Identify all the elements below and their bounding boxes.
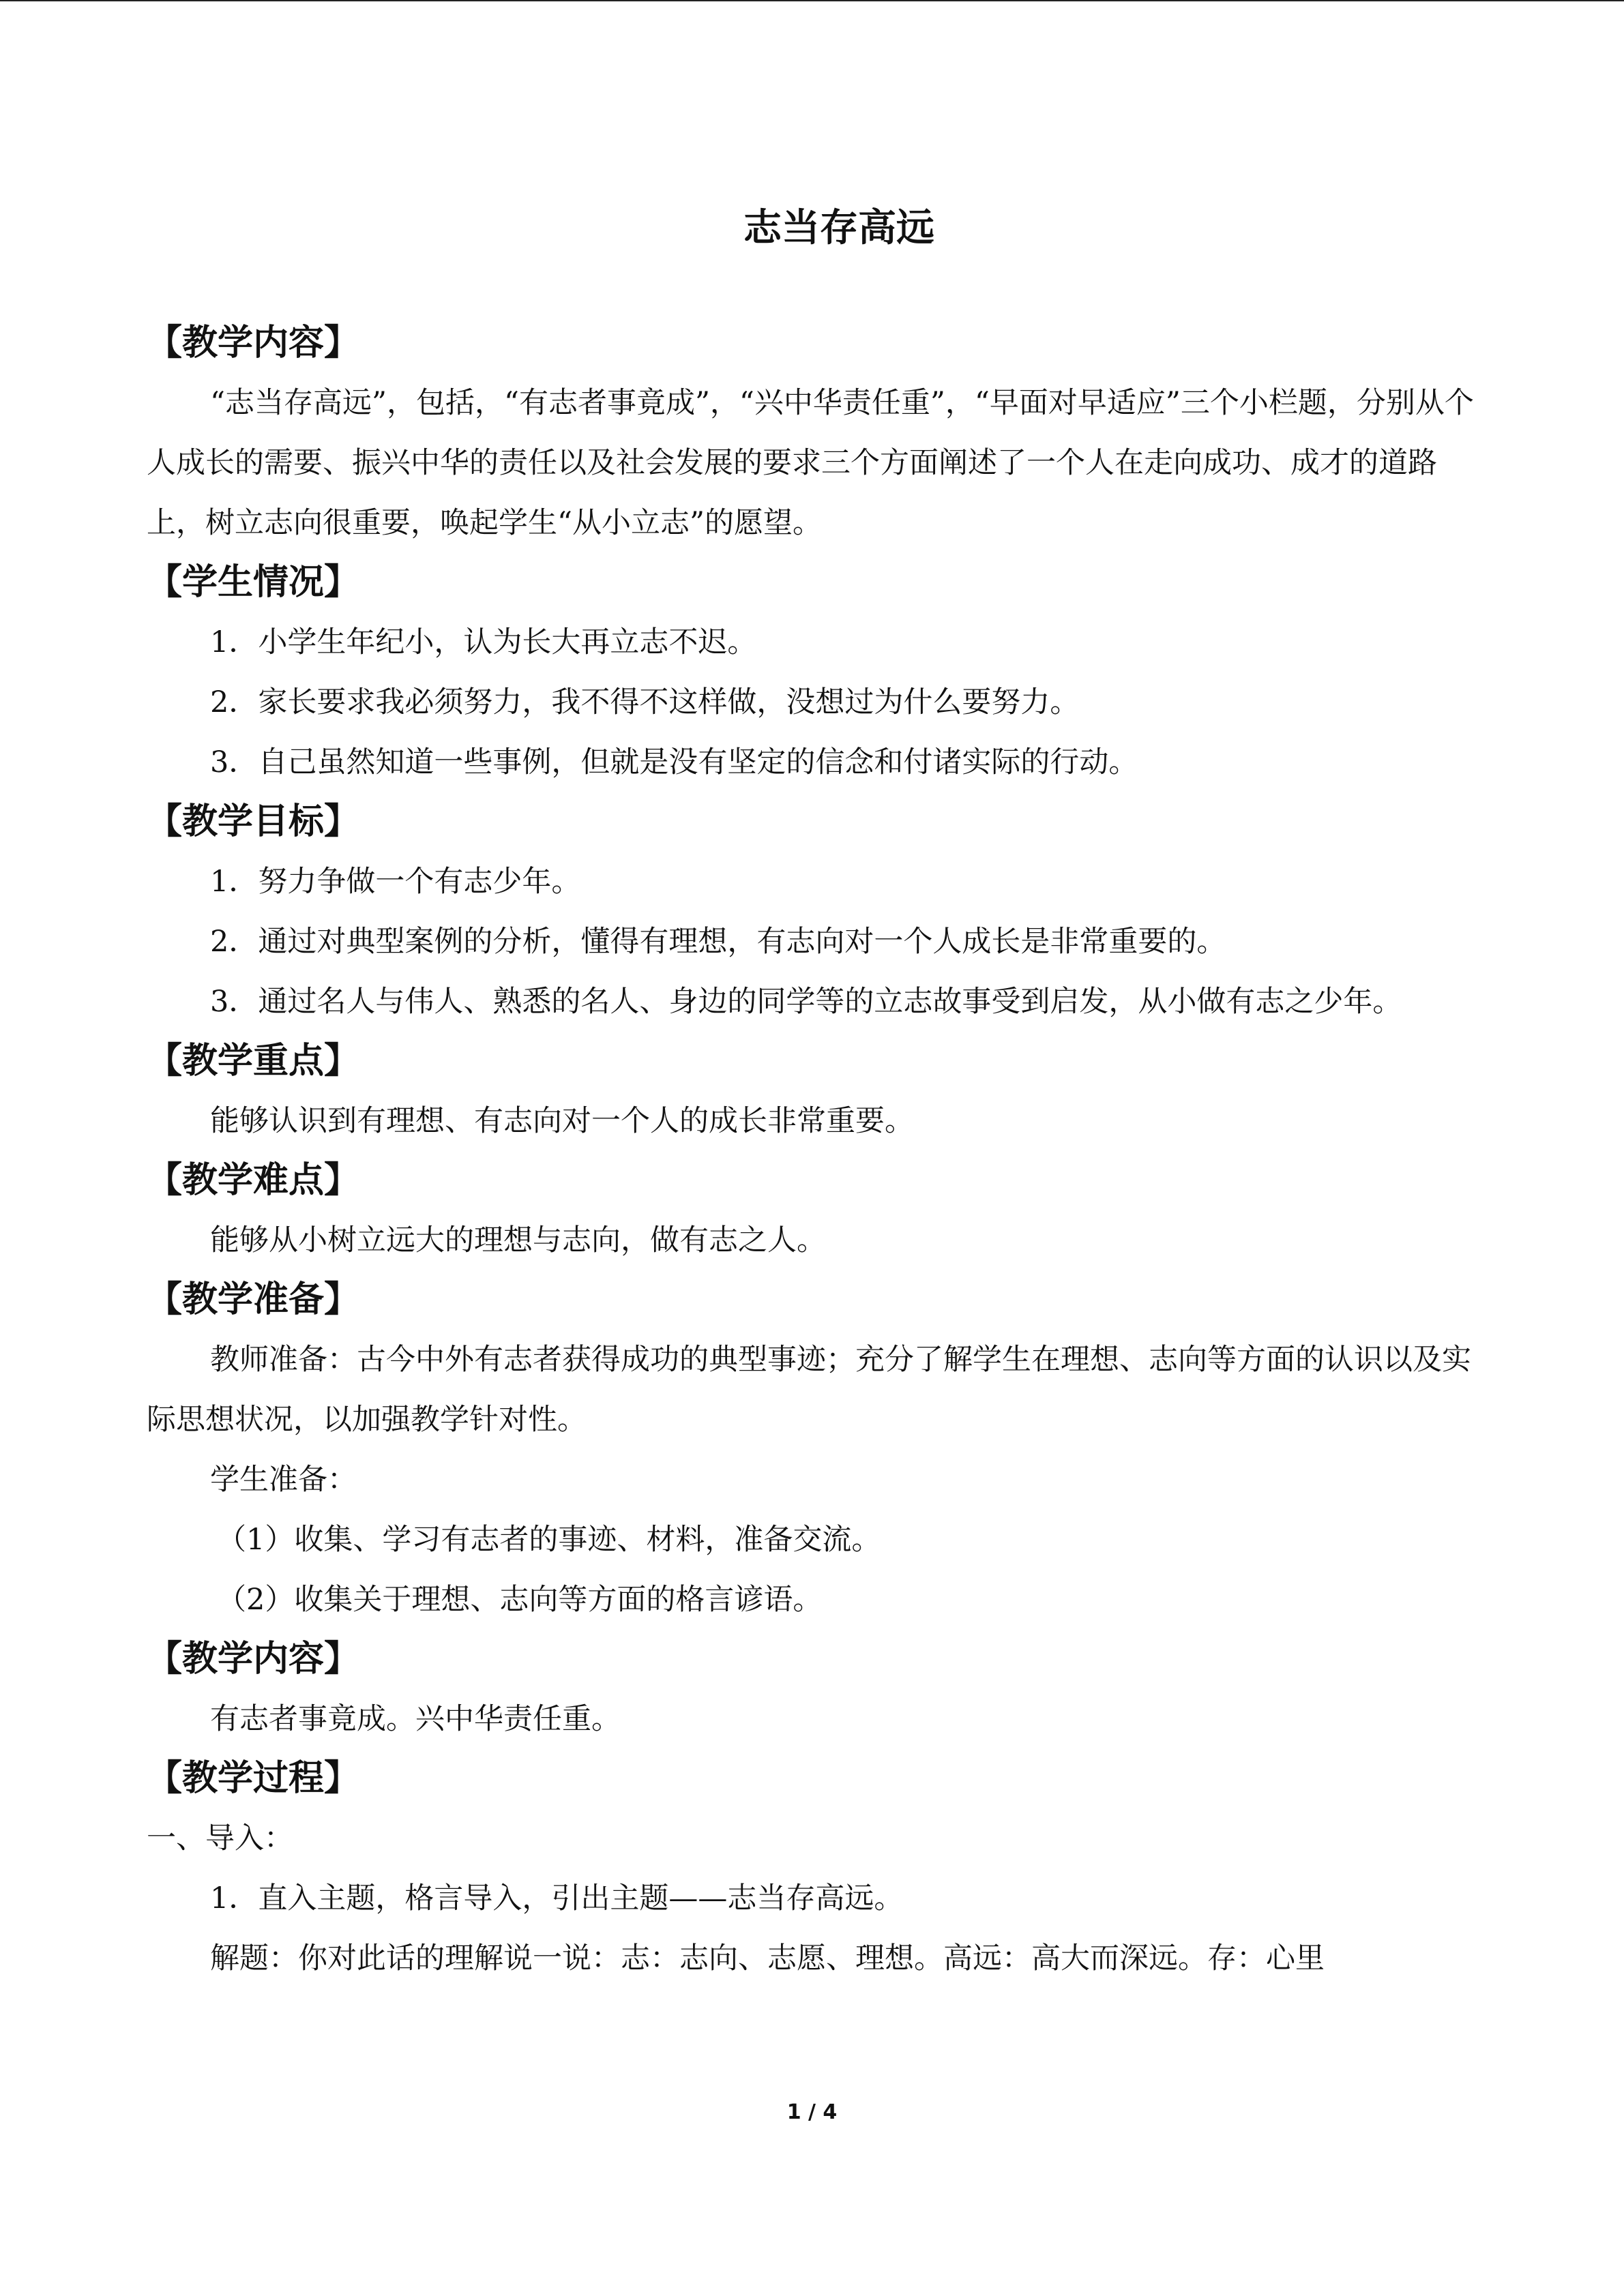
list-item: 1．小学生年纪小，认为长大再立志不迟。 bbox=[210, 625, 757, 659]
section-heading: 【教学内容】 bbox=[147, 1639, 360, 1680]
list-item: （2）收集关于理想、志向等方面的格言谚语。 bbox=[217, 1583, 823, 1617]
top-border-line bbox=[0, 0, 1624, 1]
list-item: 2．通过对典型案例的分析，懂得有理想，有志向对一个人成长是非常重要的。 bbox=[210, 925, 1226, 959]
paragraph: 能够认识到有理想、有志向对一个人的成长非常重要。 bbox=[210, 1104, 914, 1138]
section-difficulties bbox=[147, 1151, 1477, 1270]
section-teaching-content-2 bbox=[147, 1630, 1477, 1749]
section-heading: 【教学难点】 bbox=[147, 1160, 360, 1201]
paragraph: 学生准备： bbox=[210, 1463, 357, 1497]
document-title: 志当存高远 bbox=[743, 206, 934, 250]
section-heading: 【教学内容】 bbox=[147, 323, 360, 363]
document-body bbox=[147, 198, 1477, 1988]
section-heading: 【学生情况】 bbox=[147, 562, 360, 603]
paragraph: 一、导入： bbox=[147, 1821, 293, 1855]
list-item: 2．家长要求我必须努力，我不得不这样做，没想过为什么要努力。 bbox=[210, 685, 1080, 719]
section-heading: 【教学过程】 bbox=[147, 1758, 360, 1799]
list-item: （1）收集、学习有志者的事迹、材料，准备交流。 bbox=[217, 1523, 881, 1557]
section-teaching-goals bbox=[147, 792, 1477, 1032]
list-item: 3．自己虽然知道一些事例，但就是没有坚定的信念和付诸实际的行动。 bbox=[210, 745, 1138, 779]
section-heading: 【教学重点】 bbox=[147, 1041, 360, 1082]
paragraph: 能够从小树立远大的理想与志向，做有志之人。 bbox=[210, 1223, 826, 1257]
section-heading: 【教学目标】 bbox=[147, 801, 360, 842]
paragraph: 解题：你对此话的理解说一说：志：志向、志愿、理想。高远：高大而深远。存：心里 bbox=[210, 1941, 1325, 1976]
page-number: 1 / 4 bbox=[786, 2100, 838, 2124]
section-student-situation bbox=[147, 553, 1477, 792]
list-item: 1．直入主题，格言导入，引出主题——志当存高远。 bbox=[210, 1881, 904, 1915]
paragraph: 教师准备：古今中外有志者获得成功的典型事迹；充分了解学生在理想、志向等方面的认识以及实际思想状况，以加强教学针对性。 bbox=[147, 1343, 1471, 1437]
section-preparation bbox=[147, 1270, 1477, 1630]
section-heading: 【教学准备】 bbox=[147, 1279, 360, 1320]
paragraph: “志当存高远”，包括，“有志者事竟成”，“兴中华责任重”，“早面对早适应”三个小栏题，分别从个人成长的需要、振兴中华的责任以及社会发展的要求三个方面阐述了一个人在走向成功、成才的道路上，树立志向很重要，唤起学生“从小立志”的愿望。 bbox=[147, 386, 1474, 540]
list-item: 1．努力争做一个有志少年。 bbox=[210, 865, 581, 899]
list-item: 3．通过名人与伟人、熟悉的名人、身边的同学等的立志故事受到启发，从小做有志之少年。 bbox=[210, 985, 1402, 1019]
section-teaching-process bbox=[147, 1749, 1477, 1988]
section-teaching-content bbox=[147, 314, 1477, 553]
paragraph: 有志者事竟成。兴中华责任重。 bbox=[210, 1702, 621, 1736]
section-key-points bbox=[147, 1032, 1477, 1151]
